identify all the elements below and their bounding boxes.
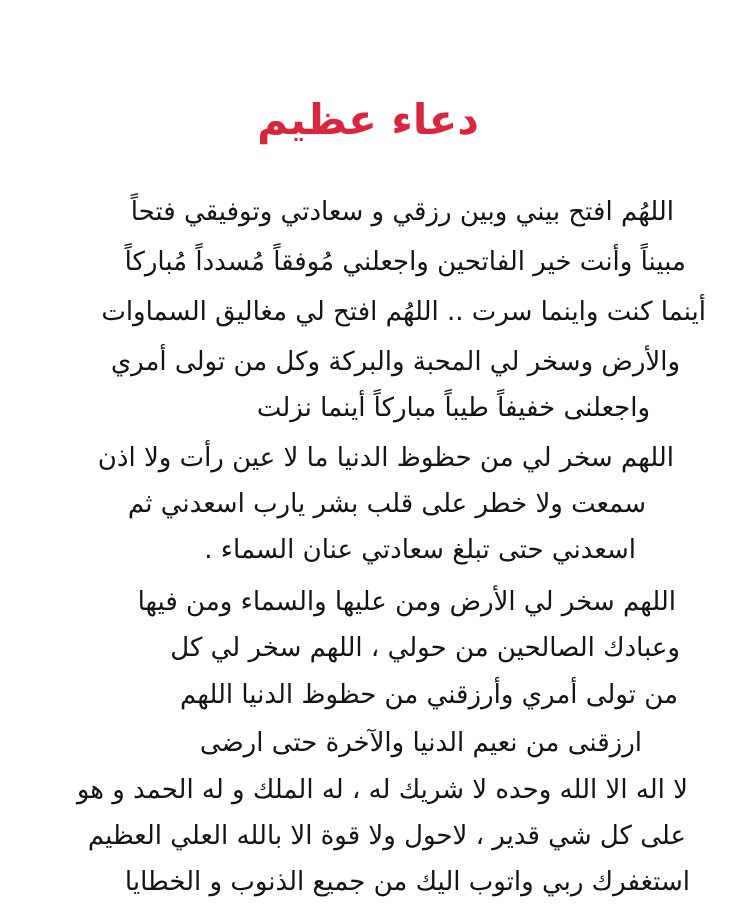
dua-line: أينما كنت واينما سرت .. اللهُم افتح لي مغاليق السماوات bbox=[101, 297, 706, 327]
page-title: دعاء عظيم bbox=[257, 95, 479, 144]
dua-line: ارزقنى من نعيم الدنيا والآخرة حتى ارضى bbox=[199, 728, 642, 758]
dua-line: اللهُم افتح بيني وبين رزقي و سعادتي وتوفيقي فتحاً bbox=[130, 197, 674, 227]
dua-line: واجعلنى خفيفاً طيباً مباركاً أينما نزلت bbox=[256, 393, 650, 423]
dua-line: اللهم سخر لي من حظوظ الدنيا ما لا عين رأت ولا اذن bbox=[97, 443, 674, 473]
dua-line: من تولى أمري وأرزقني من حظوظ الدنيا اللهم bbox=[180, 680, 678, 710]
dua-line: لا اله الا الله وحده لا شريك له ، له الملك و له الحمد و هو bbox=[76, 775, 688, 805]
dua-line: مبيناً وأنت خير الفاتحين واجعلني مُوفقاً مُسدداً مُباركاً bbox=[124, 247, 686, 277]
dua-line: اسعدني حتى تبلغ سعادتي عنان السماء . bbox=[204, 535, 636, 565]
dua-line: اللهم سخر لي الأرض ومن عليها والسماء ومن فيها bbox=[137, 587, 676, 617]
dua-line: وعبادك الصالحين من حولي ، اللهم سخر لي كل bbox=[170, 633, 680, 663]
dua-line: سمعت ولا خطر على قلب بشر يارب اسعدني ثم bbox=[127, 489, 646, 519]
dua-line: استغفرك ربي واتوب اليك من جميع الذنوب و الخطايا bbox=[124, 867, 690, 897]
dua-line: على كل شي قدير ، لاحول ولا قوة الا بالله العلي العظيم bbox=[87, 821, 686, 851]
dua-line: والأرض وسخر لي المحبة والبركة وكل من تولى أمري bbox=[110, 347, 680, 377]
